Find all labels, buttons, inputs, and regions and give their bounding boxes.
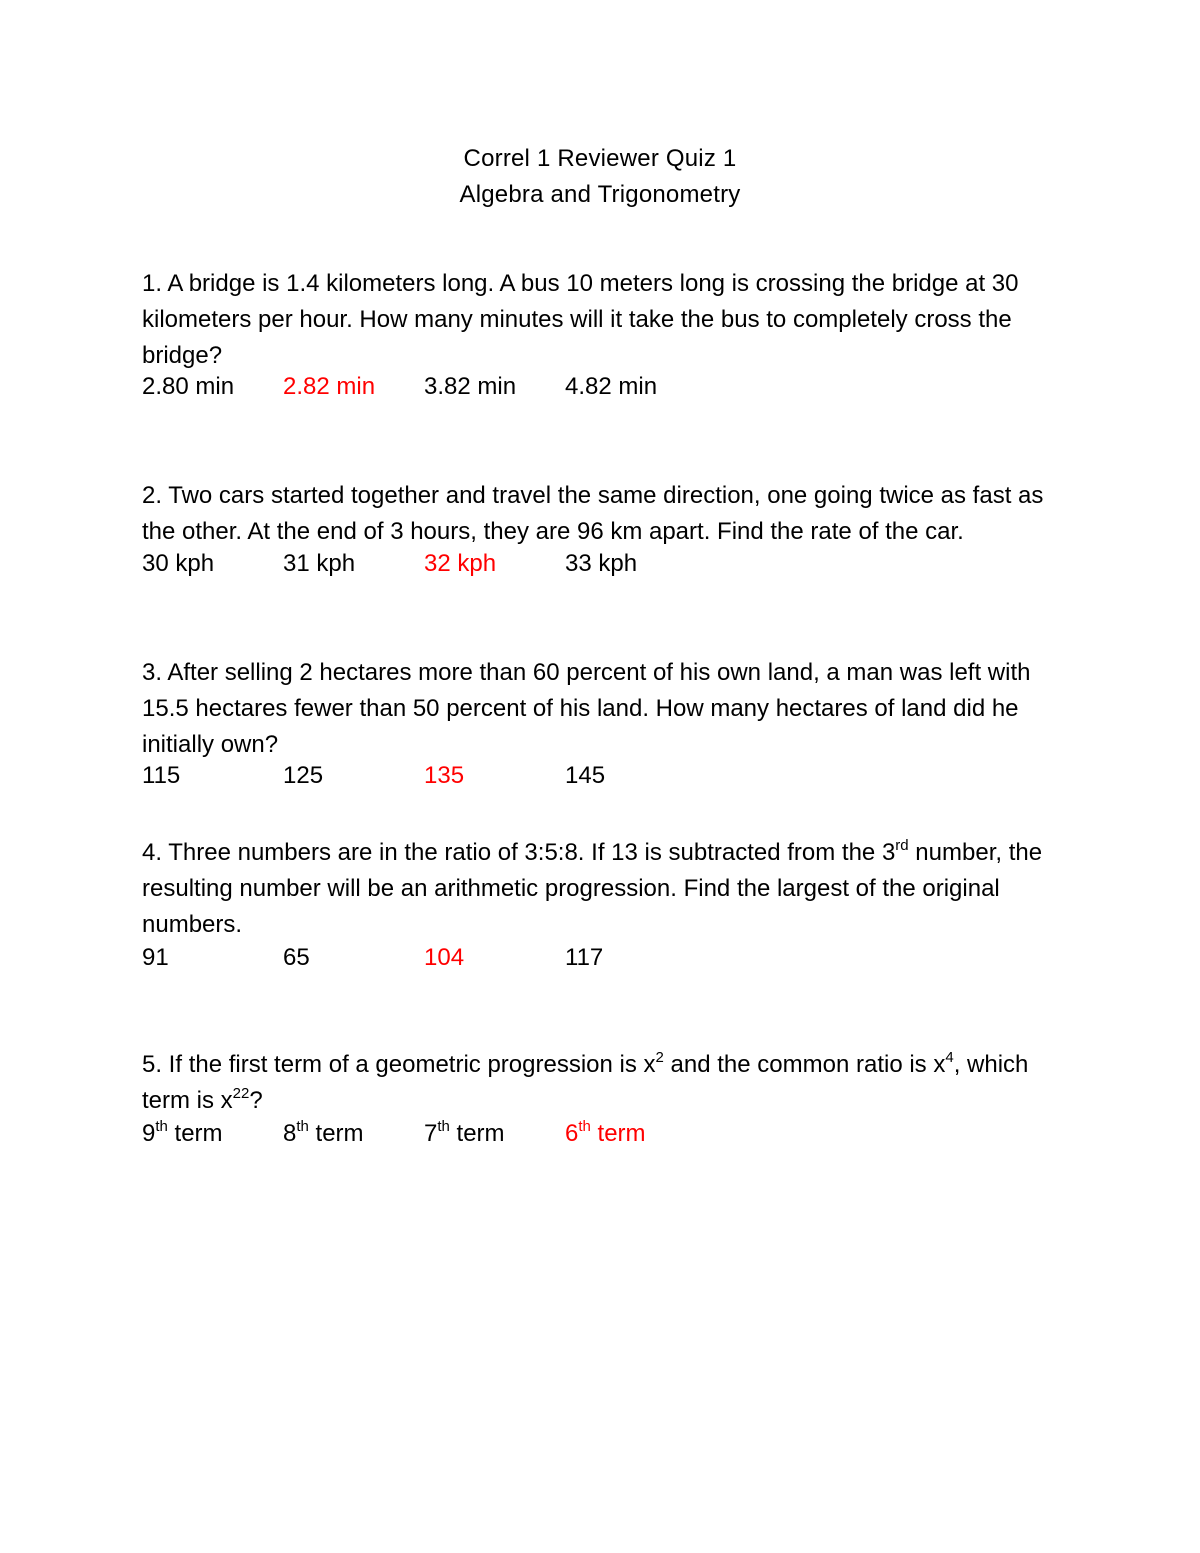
choice-correct-answer xyxy=(565,1120,646,1148)
question-4-text-part: 4. Three numbers are in the ratio of 3:5:8. If 13 is subtracted from the 3 xyxy=(142,839,896,866)
question-5-text-part: 5. If the first term of a geometric progression is x xyxy=(142,1051,656,1078)
ordinal-suffix: th xyxy=(578,1118,591,1135)
question-2-text: 2. Two cars started together and travel the same direction, one going twice as fast as the other. At the end of 3 hours, they are 96 km apart. Find the rate of the car. xyxy=(142,482,1044,545)
choice-option: 31 kph xyxy=(283,550,356,577)
page-title: Correl 1 Reviewer Quiz 1 xyxy=(463,145,737,172)
ordinal-suffix: th xyxy=(437,1118,450,1135)
choice-correct-answer: 2.82 min xyxy=(283,373,376,400)
ordinal-number: 9 xyxy=(142,1120,156,1147)
choice-option xyxy=(283,1120,364,1148)
choice-option: 125 xyxy=(283,762,324,789)
choice-word: term xyxy=(167,1120,223,1147)
exponent-superscript: 4 xyxy=(945,1049,954,1066)
choice-option: 4.82 min xyxy=(565,373,658,400)
choice-option: 30 kph xyxy=(142,550,215,577)
ordinal-number: 6 xyxy=(565,1120,579,1147)
choice-word: term xyxy=(590,1120,646,1147)
choice-option: 117 xyxy=(565,944,604,971)
choice-correct-answer: 32 kph xyxy=(424,550,497,577)
ordinal-suffix: th xyxy=(296,1118,309,1135)
question-4-text xyxy=(142,835,1072,943)
choice-option: 65 xyxy=(283,944,310,971)
question-3-choices xyxy=(142,762,942,798)
question-4-text-part: number, the resulting number will be an arithmetic progression. Find the largest of the original numbers. xyxy=(142,839,1043,938)
choice-option: 91 xyxy=(142,944,169,971)
ordinal-number: 7 xyxy=(424,1120,438,1147)
choice-correct-answer: 104 xyxy=(424,944,465,971)
choice-option: 145 xyxy=(565,762,606,789)
question-4-choices xyxy=(142,944,942,980)
question-1-text: 1. A bridge is 1.4 kilometers long. A bus 10 meters long is crossing the bridge at 30 kilometers per hour. How many minutes will it take the bus to completely cross the bridge? xyxy=(142,270,1019,369)
question-3-text: 3. After selling 2 hectares more than 60 percent of his own land, a man was left with 15.5 hectares fewer than 50 percent of his land. How many hectares of land did he initially own? xyxy=(142,659,1031,758)
exponent-superscript: 22 xyxy=(232,1085,250,1102)
question-1-choices xyxy=(142,373,942,409)
page-subtitle: Algebra and Trigonometry xyxy=(459,181,741,208)
choice-option: 115 xyxy=(142,762,181,789)
question-5-choices xyxy=(142,1120,942,1156)
ordinal-superscript: rd xyxy=(895,837,909,854)
question-5-text xyxy=(142,1047,1072,1119)
choice-word: term xyxy=(308,1120,364,1147)
ordinal-number: 8 xyxy=(283,1120,297,1147)
question-5-text-part: ? xyxy=(249,1087,263,1114)
exponent-superscript: 2 xyxy=(655,1049,664,1066)
question-5-text-part: , which term is x xyxy=(142,1051,1029,1114)
ordinal-suffix: th xyxy=(155,1118,168,1135)
question-2-choices xyxy=(142,550,942,586)
choice-option: 3.82 min xyxy=(424,373,517,400)
choice-option xyxy=(142,1120,223,1148)
choice-word: term xyxy=(449,1120,505,1147)
choice-option: 2.80 min xyxy=(142,373,235,400)
choice-option: 33 kph xyxy=(565,550,638,577)
question-5-text-part: and the common ratio is x xyxy=(663,1051,946,1078)
choice-option xyxy=(424,1120,505,1148)
choice-correct-answer: 135 xyxy=(424,762,465,789)
